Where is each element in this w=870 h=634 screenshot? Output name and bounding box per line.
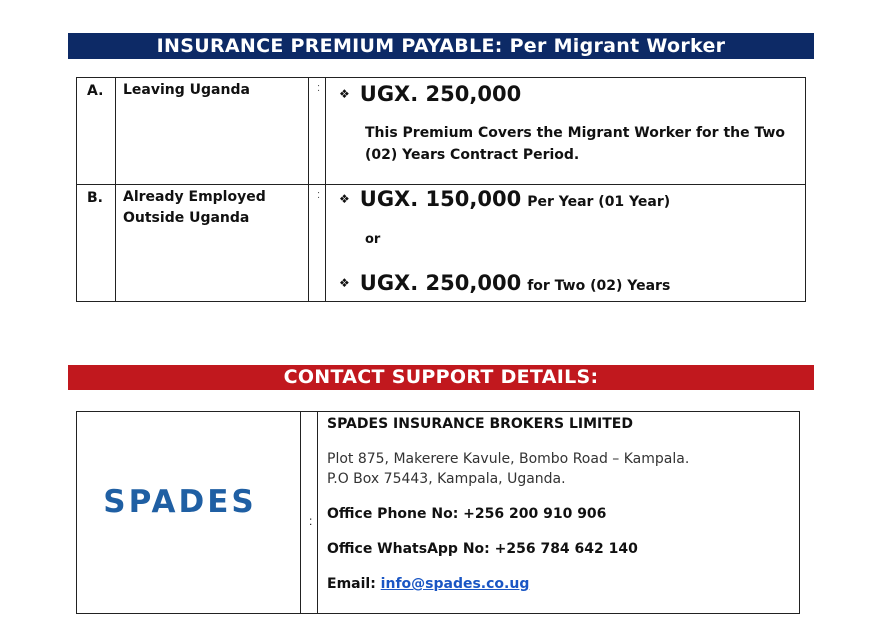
diamond-bullet-icon: ❖ <box>339 276 350 290</box>
address-line-2: P.O Box 75443, Kampala, Uganda. <box>327 471 566 487</box>
email-label: Email: <box>327 576 381 592</box>
premium-amount-line <box>339 82 521 106</box>
premium-table <box>76 77 806 302</box>
row-colon: : <box>317 189 321 201</box>
premium-row-a <box>77 78 805 185</box>
diamond-bullet-icon: ❖ <box>339 192 350 206</box>
premium-banner: INSURANCE PREMIUM PAYABLE: Per Migrant Worker <box>68 33 814 59</box>
column-divider <box>325 184 326 301</box>
row-letter: B. <box>87 190 103 206</box>
premium-option-2 <box>339 271 670 295</box>
premium-option-1 <box>339 187 670 211</box>
column-divider <box>317 412 318 613</box>
email-line <box>327 576 529 592</box>
row-letter: A. <box>87 83 104 99</box>
premium-amount: UGX. 250,000 <box>359 82 522 106</box>
contact-colon: : <box>309 514 313 528</box>
address-line-1: Plot 875, Makerere Kavule, Bombo Road – Kampala. <box>327 451 690 467</box>
option-1-suffix: Per Year (01 Year) <box>527 194 671 210</box>
column-divider <box>115 78 116 184</box>
row-label: Leaving Uganda <box>123 82 250 98</box>
column-divider <box>308 78 309 184</box>
column-divider <box>325 78 326 184</box>
option-2-suffix: for Two (02) Years <box>527 278 671 294</box>
option-1-amount: UGX. 150,000 <box>359 187 522 211</box>
column-divider <box>115 184 116 301</box>
option-2-amount: UGX. 250,000 <box>359 271 522 295</box>
contact-banner: CONTACT SUPPORT DETAILS: <box>68 365 814 390</box>
premium-note: This Premium Covers the Migrant Worker for the Two (02) Years Contract Period. <box>365 125 786 163</box>
row-label: Already Employed Outside Uganda <box>123 189 266 226</box>
company-name: SPADES INSURANCE BROKERS LIMITED <box>327 416 633 432</box>
row-colon: : <box>317 82 321 94</box>
office-phone: Office Phone No: +256 200 910 906 <box>327 506 607 522</box>
office-whatsapp: Office WhatsApp No: +256 784 642 140 <box>327 541 638 557</box>
column-divider <box>300 412 301 613</box>
email-link[interactable]: info@spades.co.ug <box>380 576 530 592</box>
premium-row-b <box>77 184 805 301</box>
column-divider <box>308 184 309 301</box>
contact-table <box>76 411 800 614</box>
diamond-bullet-icon: ❖ <box>339 87 350 101</box>
spades-logo: SPADES <box>103 484 257 520</box>
or-text: or <box>365 232 381 247</box>
